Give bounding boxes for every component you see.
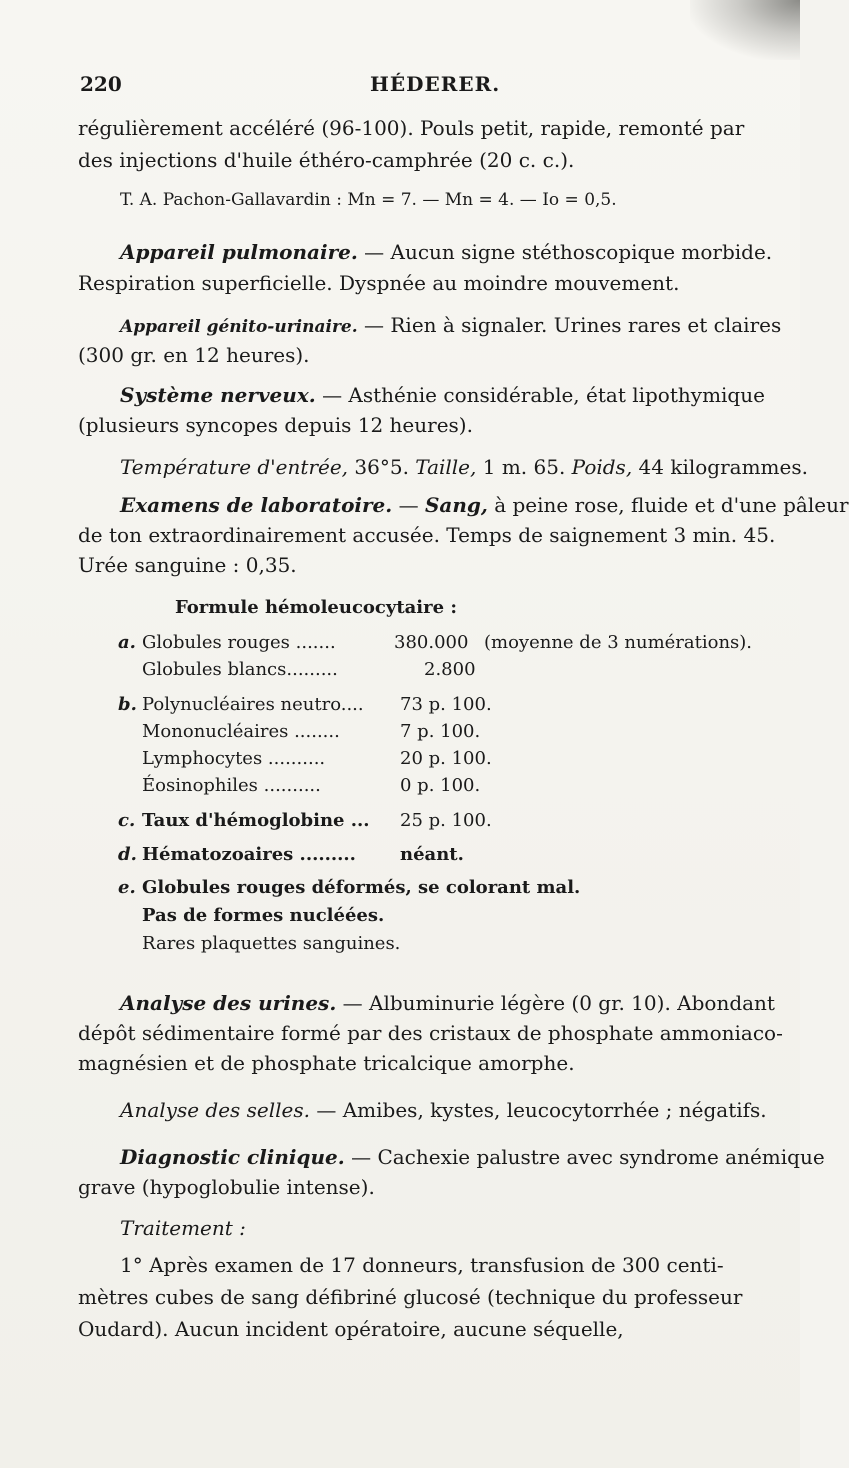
- traitement-heading-line: [78, 1213, 820, 1243]
- taille-label: Taille,: [415, 455, 477, 479]
- formula-row-value: 73 p. 100.: [400, 694, 492, 715]
- poids-value: 44 kilogrammes.: [638, 455, 808, 479]
- laboratoire-line-1: [78, 490, 849, 520]
- laboratoire-text: à peine rose, fluide et d'une pâleur: [494, 493, 849, 517]
- pulmonaire-line-1: [78, 237, 820, 267]
- laboratoire-line-3: Urée sanguine : 0,35.: [78, 553, 297, 577]
- laboratoire-heading: Examens de laboratoire.: [120, 493, 393, 517]
- pulmonaire-line-2: Respiration superficielle. Dyspnée au moindre mouvement.: [78, 271, 680, 295]
- formula-row-label: Taux d'hémoglobine ...: [142, 810, 370, 831]
- sang-label: Sang,: [424, 493, 488, 517]
- urines-line-3: magnésien et de phosphate tricalcique amorphe.: [78, 1051, 575, 1075]
- diagnostic-heading: Diagnostic clinique.: [120, 1145, 345, 1169]
- formula-row-letter: d.: [118, 844, 137, 865]
- formula-row-label: Éosinophiles ..........: [142, 775, 321, 796]
- nerveux-line-2: (plusieurs syncopes depuis 12 heures).: [78, 413, 473, 437]
- nerveux-text: — Asthénie considérable, état lipothymique: [322, 383, 765, 407]
- traitement-line-3: Oudard). Aucun incident opératoire, aucune séquelle,: [78, 1317, 624, 1341]
- text-line-1: régulièrement accéléré (96-100). Pouls petit, rapide, remonté par: [78, 116, 745, 140]
- temperature-value: 36°5.: [354, 455, 409, 479]
- diagnostic-text: — Cachexie palustre avec syndrome anémique: [351, 1145, 825, 1169]
- page-number: 220: [80, 72, 122, 96]
- formula-row-label: Polynucléaires neutro....: [142, 694, 364, 715]
- urines-line-2: dépôt sédimentaire formé par des cristaux de phosphate ammoniaco-: [78, 1021, 783, 1045]
- page-header: [80, 72, 770, 102]
- laboratoire-line-2: de ton extraordinairement accusée. Temps de saignement 3 min. 45.: [78, 523, 776, 547]
- formula-row-letter: c.: [118, 810, 136, 831]
- formula-row-value: 380.000: [394, 632, 469, 653]
- formula-row-value: 2.800: [424, 659, 476, 680]
- formula-row-label: Globules blancs.........: [142, 659, 338, 680]
- running-title: HÉDERER.: [370, 72, 501, 96]
- formula-row-letter: b.: [118, 694, 137, 715]
- selles-heading: Analyse des selles.: [120, 1098, 311, 1122]
- formula-title: Formule hémoleucocytaire :: [175, 597, 457, 618]
- formula-row-label: Mononucléaires ........: [142, 721, 340, 742]
- nerveux-heading: Système nerveux.: [120, 383, 316, 407]
- genito-heading: Appareil génito-urinaire.: [120, 317, 358, 337]
- mesures-line: [78, 452, 820, 482]
- formula-row-value: néant.: [400, 844, 464, 865]
- urines-text: — Albuminurie légère (0 gr. 10). Abondant: [342, 991, 775, 1015]
- temperature-label: Température d'entrée,: [120, 455, 349, 479]
- formula-row-letter: a.: [118, 632, 136, 653]
- formula-row-value: 25 p. 100.: [400, 810, 492, 831]
- formula-row-label: Globules rouges .......: [142, 632, 336, 653]
- pulmonaire-heading: Appareil pulmonaire.: [120, 240, 358, 264]
- formula-row-value: 0 p. 100.: [400, 775, 481, 796]
- genito-text: — Rien à signaler. Urines rares et claires: [364, 313, 782, 337]
- urines-line-1: [78, 988, 820, 1018]
- genito-line-1: [78, 310, 820, 342]
- formula-row-letter: e.: [118, 877, 136, 898]
- selles-line: [78, 1095, 820, 1125]
- formula-row-value: 7 p. 100.: [400, 721, 481, 742]
- genito-line-2: (300 gr. en 12 heures).: [78, 343, 310, 367]
- poids-label: Poids,: [571, 455, 633, 479]
- laboratoire-dash: —: [398, 493, 419, 517]
- pulmonaire-text: — Aucun signe stéthoscopique morbide.: [364, 240, 773, 264]
- formula-row-label: Lymphocytes ..........: [142, 748, 326, 769]
- formula-row-label: Globules rouges déformés, se colorant mal.: [142, 877, 581, 898]
- tension-arterielle-line: T. A. Pachon-Gallavardin : Mn = 7. — Mn = 4. — Io = 0,5.: [120, 190, 617, 210]
- formula-row-value: 20 p. 100.: [400, 748, 492, 769]
- selles-text: — Amibes, kystes, leucocytorrhée ; négatifs.: [316, 1098, 767, 1122]
- traitement-heading: Traitement :: [120, 1216, 246, 1240]
- page-corner-shadow: [690, 0, 800, 60]
- urines-heading: Analyse des urines.: [120, 991, 337, 1015]
- text-line-2: des injections d'huile éthéro-camphrée (20 c. c.).: [78, 148, 575, 172]
- formula-row-label: Pas de formes nucléées.: [142, 905, 385, 926]
- traitement-line-1: 1° Après examen de 17 donneurs, transfusion de 300 centi-: [120, 1253, 724, 1277]
- formula-row-label: Hématozoaires .........: [142, 844, 356, 865]
- taille-value: 1 m. 65.: [482, 455, 566, 479]
- diagnostic-line-1: [78, 1142, 825, 1172]
- traitement-line-2: mètres cubes de sang défibriné glucosé (technique du professeur: [78, 1285, 743, 1309]
- diagnostic-line-2: grave (hypoglobulie intense).: [78, 1175, 375, 1199]
- nerveux-line-1: [78, 380, 820, 410]
- formula-row-label: Rares plaquettes sanguines.: [142, 933, 401, 954]
- formula-row-note: (moyenne de 3 numérations).: [484, 632, 753, 653]
